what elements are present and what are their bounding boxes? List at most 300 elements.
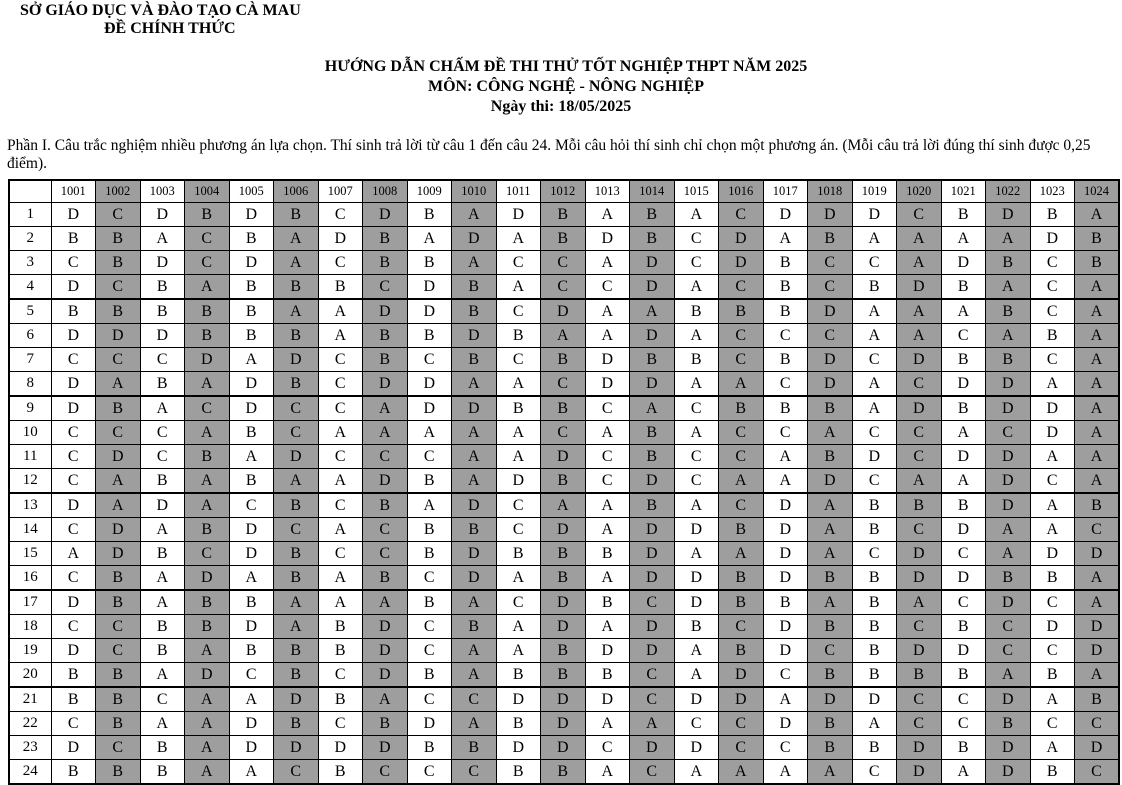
answer-cell: D — [897, 736, 942, 760]
answer-cell: C — [852, 469, 897, 494]
answer-cell: B — [274, 566, 319, 591]
answer-cell: A — [674, 203, 719, 227]
exam-code-1003: 1003 — [140, 180, 185, 203]
answer-cell: B — [363, 324, 408, 348]
answer-cell: D — [763, 493, 808, 518]
answer-cell: B — [897, 663, 942, 688]
answer-cell: A — [185, 372, 230, 397]
answer-cell: A — [496, 372, 541, 397]
answer-cell: D — [674, 590, 719, 615]
answer-cell: A — [630, 299, 675, 324]
answer-cell: C — [1075, 518, 1120, 542]
answer-cell: B — [407, 469, 452, 494]
answer-cell: B — [274, 324, 319, 348]
answer-cell: C — [986, 615, 1031, 639]
answer-cell: A — [452, 639, 497, 663]
answer-cell: A — [585, 615, 630, 639]
answer-cell: D — [630, 542, 675, 566]
answer-cell: D — [941, 566, 986, 591]
answer-cell: D — [318, 227, 363, 251]
answer-cell: B — [630, 493, 675, 518]
answer-cell: C — [140, 421, 185, 445]
answer-cell: B — [274, 663, 319, 688]
answer-cell: B — [96, 712, 141, 736]
answer-cell: D — [630, 251, 675, 275]
answer-cell: A — [719, 760, 764, 785]
answer-cell: B — [763, 299, 808, 324]
answer-cell: D — [585, 372, 630, 397]
answer-cell: D — [407, 275, 452, 300]
answer-cell: D — [51, 590, 96, 615]
answer-cell: D — [897, 639, 942, 663]
answer-cell: A — [852, 372, 897, 397]
answer-cell: D — [630, 639, 675, 663]
answer-cell: C — [763, 663, 808, 688]
answer-cell: D — [674, 736, 719, 760]
question-number: 10 — [9, 421, 51, 445]
question-number: 12 — [9, 469, 51, 494]
answer-cell: C — [407, 445, 452, 469]
answer-cell: C — [1030, 299, 1075, 324]
answer-cell: D — [763, 639, 808, 663]
answer-cell: A — [897, 227, 942, 251]
answer-cell: A — [229, 348, 274, 372]
answer-cell: D — [719, 251, 764, 275]
answer-cell: D — [897, 566, 942, 591]
answer-cell: B — [185, 203, 230, 227]
answer-cell: B — [229, 324, 274, 348]
answer-cell: C — [96, 275, 141, 300]
answer-cell: C — [363, 542, 408, 566]
answer-cell: C — [719, 348, 764, 372]
answer-cell: B — [318, 760, 363, 785]
answer-cell: B — [541, 348, 586, 372]
answer-cell: A — [274, 469, 319, 494]
answer-cell: A — [763, 760, 808, 785]
answer-cell: A — [96, 469, 141, 494]
answer-cell: B — [185, 615, 230, 639]
answer-cell: B — [274, 542, 319, 566]
answer-cell: A — [1030, 518, 1075, 542]
answer-cell: C — [1030, 275, 1075, 300]
answer-cell: A — [1075, 663, 1120, 688]
answer-cell: D — [808, 469, 853, 494]
answer-cell: C — [51, 518, 96, 542]
answer-cell: A — [674, 324, 719, 348]
answer-cell: B — [674, 348, 719, 372]
exam-code-1014: 1014 — [630, 180, 675, 203]
answer-cell: A — [897, 590, 942, 615]
answer-row — [9, 445, 1119, 469]
answer-cell: C — [407, 687, 452, 712]
answer-cell: D — [763, 518, 808, 542]
answer-cell: B — [496, 396, 541, 421]
answer-cell: C — [318, 542, 363, 566]
answer-cell: C — [585, 396, 630, 421]
question-number: 21 — [9, 687, 51, 712]
answer-cell: C — [763, 372, 808, 397]
answer-cell: A — [185, 493, 230, 518]
answer-cell: A — [852, 227, 897, 251]
question-number: 5 — [9, 299, 51, 324]
answer-cell: D — [941, 372, 986, 397]
answer-cell: A — [185, 275, 230, 300]
answer-cell: A — [496, 275, 541, 300]
answer-cell: A — [763, 469, 808, 494]
question-number: 4 — [9, 275, 51, 300]
question-number: 24 — [9, 760, 51, 785]
answer-cell: C — [719, 736, 764, 760]
answer-cell: B — [140, 275, 185, 300]
answer-cell: A — [452, 663, 497, 688]
answer-cell: C — [496, 590, 541, 615]
answer-cell: C — [185, 542, 230, 566]
answer-cell: B — [452, 299, 497, 324]
answer-cell: C — [897, 518, 942, 542]
answer-cell: D — [496, 687, 541, 712]
answer-cell: D — [941, 518, 986, 542]
answer-cell: C — [719, 421, 764, 445]
answer-cell: A — [363, 590, 408, 615]
answer-cell: D — [407, 396, 452, 421]
answer-cell: A — [897, 251, 942, 275]
answer-cell: C — [897, 687, 942, 712]
answer-cell: D — [808, 299, 853, 324]
answer-cell: A — [585, 251, 630, 275]
answer-cell: B — [986, 566, 1031, 591]
answer-cell: A — [674, 493, 719, 518]
answer-cell: B — [96, 396, 141, 421]
answer-row — [9, 251, 1119, 275]
answer-cell: B — [1030, 566, 1075, 591]
answer-cell: B — [763, 348, 808, 372]
answer-cell: B — [808, 615, 853, 639]
answer-cell: C — [674, 227, 719, 251]
answer-cell: A — [986, 663, 1031, 688]
answer-cell: C — [986, 421, 1031, 445]
answer-cell: A — [585, 566, 630, 591]
answer-cell: C — [1075, 760, 1120, 785]
exam-code-1024: 1024 — [1075, 180, 1120, 203]
answer-cell: A — [808, 590, 853, 615]
answer-cell: B — [140, 639, 185, 663]
answer-cell: A — [1075, 348, 1120, 372]
answer-cell: A — [1075, 299, 1120, 324]
answer-cell: C — [852, 251, 897, 275]
answer-cell: C — [318, 663, 363, 688]
answer-cell: B — [274, 639, 319, 663]
answer-cell: C — [318, 493, 363, 518]
answer-cell: B — [496, 712, 541, 736]
exam-code-1006: 1006 — [274, 180, 319, 203]
answer-cell: A — [674, 663, 719, 688]
answer-cell: B — [496, 760, 541, 785]
answer-cell: B — [541, 227, 586, 251]
answer-cell: D — [541, 736, 586, 760]
answer-cell: A — [496, 227, 541, 251]
answer-cell: A — [897, 299, 942, 324]
answer-cell: C — [140, 445, 185, 469]
answer-cell: B — [96, 687, 141, 712]
answer-cell: A — [986, 542, 1031, 566]
answer-row — [9, 299, 1119, 324]
answer-cell: B — [229, 639, 274, 663]
answer-cell: C — [852, 421, 897, 445]
answer-cell: C — [185, 251, 230, 275]
answer-cell: C — [96, 736, 141, 760]
answer-row — [9, 227, 1119, 251]
answer-cell: C — [941, 324, 986, 348]
answer-cell: B — [51, 760, 96, 785]
answer-cell: C — [318, 712, 363, 736]
question-number: 14 — [9, 518, 51, 542]
answer-cell: C — [363, 445, 408, 469]
answer-cell: C — [318, 348, 363, 372]
answer-cell: B — [452, 348, 497, 372]
answer-cell: B — [185, 299, 230, 324]
answer-cell: B — [274, 493, 319, 518]
answer-cell: A — [585, 299, 630, 324]
answer-cell: A — [1075, 396, 1120, 421]
answer-cell: B — [96, 227, 141, 251]
answer-cell: D — [763, 712, 808, 736]
answer-cell: B — [852, 275, 897, 300]
answer-cell: B — [96, 251, 141, 275]
answer-cell: A — [496, 445, 541, 469]
answer-cell: B — [852, 518, 897, 542]
answer-cell: A — [363, 421, 408, 445]
answer-cell: B — [185, 445, 230, 469]
question-number: 1 — [9, 203, 51, 227]
answer-cell: A — [1030, 736, 1075, 760]
answer-cell: A — [185, 469, 230, 494]
answer-cell: A — [318, 518, 363, 542]
answer-cell: C — [1030, 712, 1075, 736]
question-number: 11 — [9, 445, 51, 469]
answer-cell: A — [941, 227, 986, 251]
exam-code-1010: 1010 — [452, 180, 497, 203]
answer-cell: B — [852, 615, 897, 639]
answer-row — [9, 736, 1119, 760]
answer-cell: C — [719, 712, 764, 736]
answer-cell: C — [229, 493, 274, 518]
answer-cell: B — [496, 324, 541, 348]
answer-row — [9, 372, 1119, 397]
answer-cell: C — [674, 469, 719, 494]
answer-cell: D — [1075, 736, 1120, 760]
answer-cell: A — [852, 712, 897, 736]
question-number: 20 — [9, 663, 51, 688]
answer-cell: C — [674, 251, 719, 275]
answer-cell: B — [407, 590, 452, 615]
answer-cell: A — [407, 493, 452, 518]
answer-cell: D — [140, 493, 185, 518]
answer-cell: D — [986, 736, 1031, 760]
answer-cell: D — [808, 348, 853, 372]
answer-cell: C — [763, 736, 808, 760]
answer-cell: B — [318, 687, 363, 712]
answer-cell: C — [808, 275, 853, 300]
answer-cell: A — [140, 712, 185, 736]
answer-key-table — [8, 179, 1120, 785]
answer-cell: D — [363, 372, 408, 397]
answer-cell: C — [96, 203, 141, 227]
answer-cell: A — [674, 639, 719, 663]
answer-cell: B — [808, 566, 853, 591]
answer-cell: B — [941, 203, 986, 227]
answer-cell: C — [140, 687, 185, 712]
answer-cell: B — [496, 663, 541, 688]
answer-cell: D — [763, 542, 808, 566]
answer-cell: D — [630, 372, 675, 397]
answer-cell: D — [763, 615, 808, 639]
answer-cell: C — [719, 275, 764, 300]
answer-cell: B — [229, 275, 274, 300]
question-number: 3 — [9, 251, 51, 275]
answer-cell: B — [941, 348, 986, 372]
answer-cell: D — [897, 348, 942, 372]
answer-cell: C — [96, 639, 141, 663]
answer-cell: A — [229, 445, 274, 469]
official-label: ĐỀ CHÍNH THỨC — [104, 20, 236, 37]
answer-cell: C — [452, 760, 497, 785]
answer-cell: B — [96, 566, 141, 591]
answer-cell: C — [541, 251, 586, 275]
answer-cell: C — [1030, 251, 1075, 275]
answer-cell: A — [140, 227, 185, 251]
answer-cell: B — [96, 663, 141, 688]
answer-cell: B — [719, 518, 764, 542]
answer-cell: B — [274, 203, 319, 227]
answer-cell: D — [541, 518, 586, 542]
answer-cell: A — [808, 760, 853, 785]
answer-cell: B — [585, 590, 630, 615]
answer-cell: B — [51, 663, 96, 688]
answer-cell: B — [452, 518, 497, 542]
answer-cell: C — [585, 275, 630, 300]
answer-cell: C — [897, 712, 942, 736]
answer-cell: B — [51, 227, 96, 251]
answer-cell: A — [674, 421, 719, 445]
answer-cell: A — [452, 251, 497, 275]
answer-cell: C — [407, 760, 452, 785]
answer-cell: D — [763, 203, 808, 227]
exam-code-1009: 1009 — [407, 180, 452, 203]
answer-cell: A — [674, 275, 719, 300]
answer-row — [9, 663, 1119, 688]
answer-cell: D — [363, 736, 408, 760]
answer-cell: D — [719, 227, 764, 251]
answer-cell: A — [852, 299, 897, 324]
answer-cell: B — [986, 712, 1031, 736]
answer-cell: B — [852, 493, 897, 518]
answer-cell: A — [763, 227, 808, 251]
answer-cell: D — [274, 348, 319, 372]
answer-cell: B — [1030, 663, 1075, 688]
exam-code-1017: 1017 — [763, 180, 808, 203]
answer-cell: D — [452, 566, 497, 591]
answer-cell: D — [51, 736, 96, 760]
answer-cell: D — [185, 663, 230, 688]
answer-cell: D — [1030, 396, 1075, 421]
answer-cell: D — [96, 542, 141, 566]
answer-cell: A — [808, 421, 853, 445]
answer-cell: B — [407, 542, 452, 566]
answer-cell: B — [808, 736, 853, 760]
answer-cell: A — [986, 275, 1031, 300]
exam-code-1012: 1012 — [541, 180, 586, 203]
answer-cell: A — [852, 396, 897, 421]
answer-cell: D — [897, 542, 942, 566]
answer-cell: D — [674, 566, 719, 591]
answer-cell: D — [1030, 421, 1075, 445]
answer-cell: A — [808, 518, 853, 542]
answer-cell: B — [897, 493, 942, 518]
question-number: 16 — [9, 566, 51, 591]
answer-cell: A — [185, 639, 230, 663]
answer-cell: C — [363, 275, 408, 300]
answer-row — [9, 421, 1119, 445]
answer-cell: C — [719, 445, 764, 469]
answer-cell: A — [585, 712, 630, 736]
answer-cell: C — [1030, 639, 1075, 663]
answer-cell: A — [986, 227, 1031, 251]
exam-code-1018: 1018 — [808, 180, 853, 203]
answer-cell: A — [140, 566, 185, 591]
answer-cell: D — [1030, 227, 1075, 251]
answer-row — [9, 712, 1119, 736]
answer-cell: B — [318, 615, 363, 639]
answer-cell: A — [1075, 372, 1120, 397]
answer-cell: C — [674, 396, 719, 421]
answer-cell: C — [1030, 469, 1075, 494]
answer-cell: D — [229, 712, 274, 736]
answer-cell: C — [719, 203, 764, 227]
answer-cell: B — [274, 712, 319, 736]
exam-code-1023: 1023 — [1030, 180, 1075, 203]
answer-cell: B — [941, 493, 986, 518]
answer-cell: B — [140, 736, 185, 760]
answer-cell: B — [986, 251, 1031, 275]
answer-cell: B — [407, 324, 452, 348]
answer-cell: A — [1030, 687, 1075, 712]
answer-cell: B — [674, 299, 719, 324]
answer-cell: C — [51, 421, 96, 445]
answer-cell: B — [763, 251, 808, 275]
answer-cell: B — [140, 372, 185, 397]
answer-cell: C — [318, 203, 363, 227]
answer-cell: A — [452, 203, 497, 227]
answer-cell: D — [1030, 542, 1075, 566]
answer-cell: C — [941, 712, 986, 736]
answer-cell: A — [1075, 203, 1120, 227]
answer-cell: C — [585, 736, 630, 760]
answer-cell: D — [229, 518, 274, 542]
answer-cell: B — [229, 227, 274, 251]
answer-cell: C — [986, 639, 1031, 663]
answer-cell: C — [96, 421, 141, 445]
answer-cell: A — [541, 493, 586, 518]
answer-cell: C — [808, 324, 853, 348]
answer-cell: D — [941, 445, 986, 469]
answer-cell: B — [941, 736, 986, 760]
question-number: 2 — [9, 227, 51, 251]
answer-cell: A — [185, 736, 230, 760]
answer-cell: A — [96, 372, 141, 397]
answer-cell: D — [541, 615, 586, 639]
answer-cell: D — [96, 445, 141, 469]
answer-cell: D — [363, 639, 408, 663]
